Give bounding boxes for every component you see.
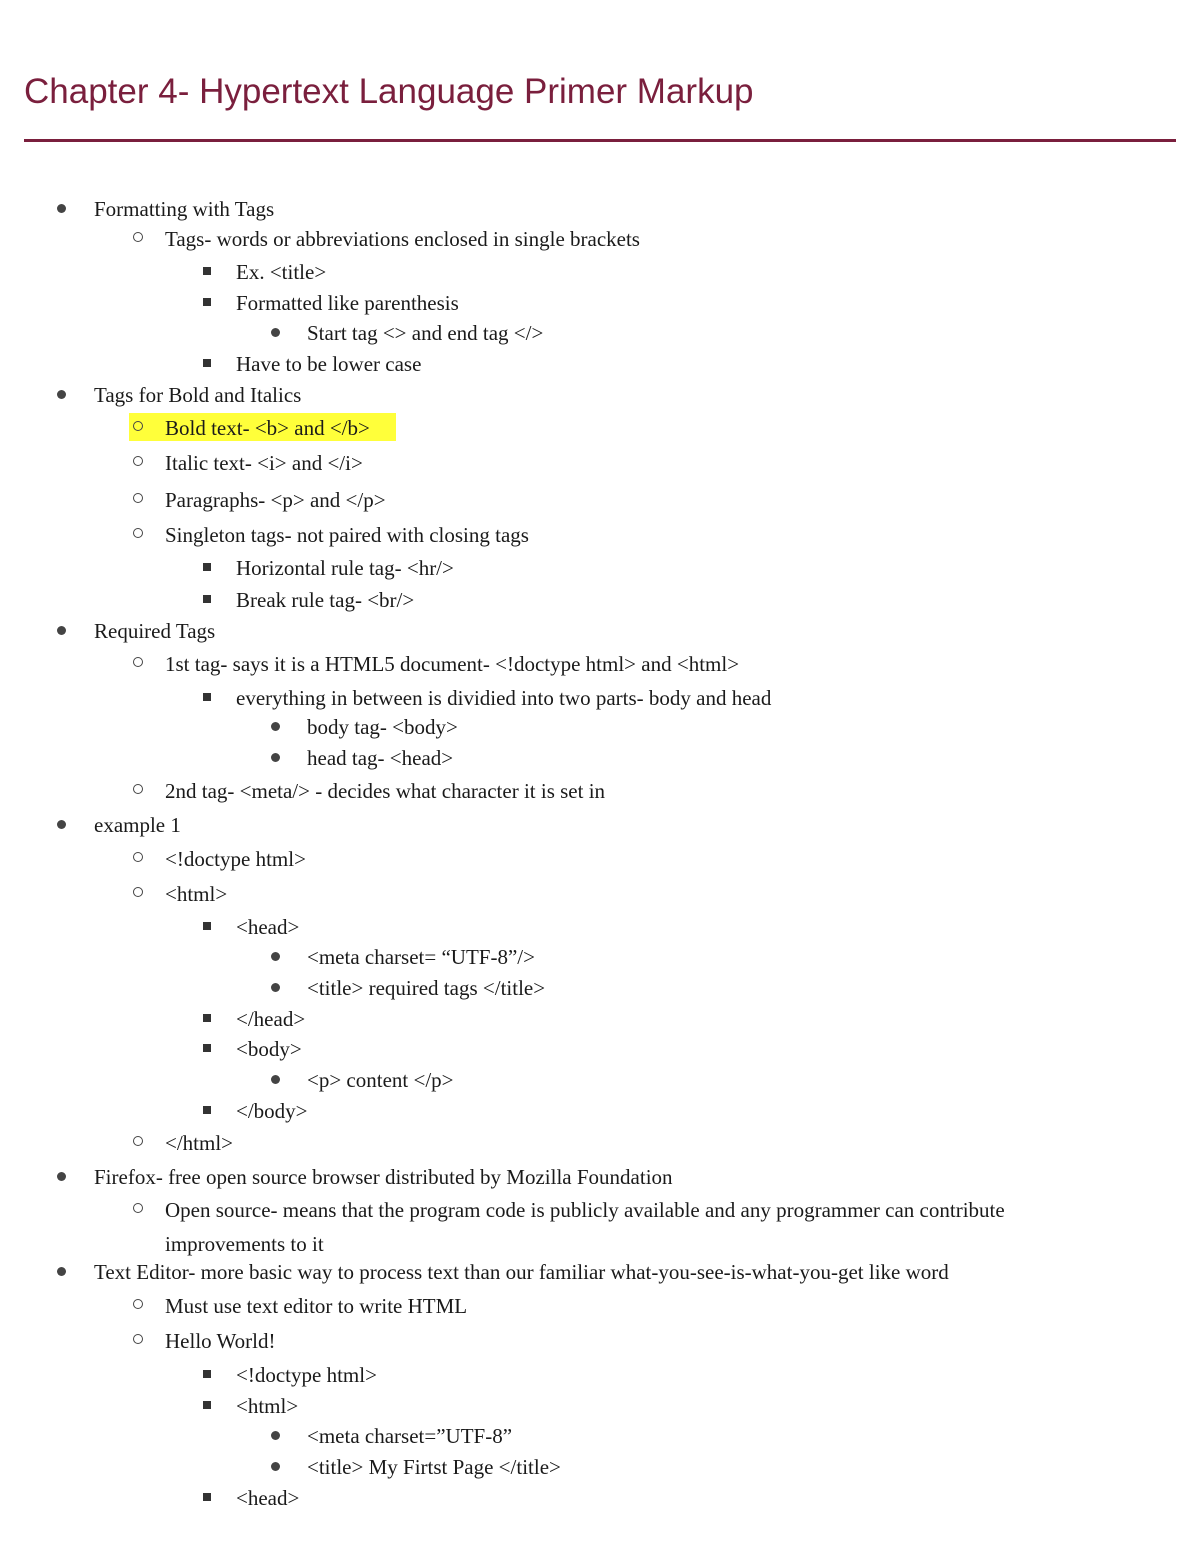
circle-bullet-icon xyxy=(133,1136,143,1146)
circle-bullet-icon xyxy=(133,1203,143,1213)
bullet-icon xyxy=(57,390,66,399)
square-bullet-icon xyxy=(203,1044,211,1052)
list-item-text: Tags for Bold and Italics xyxy=(94,383,302,407)
circle-bullet-icon xyxy=(133,1334,143,1344)
list-item-text: body tag- <body> xyxy=(307,715,458,739)
list-item-text: <title> My Firtst Page </title> xyxy=(307,1455,561,1479)
circle-bullet-icon xyxy=(133,657,143,667)
circle-bullet-icon xyxy=(133,887,143,897)
list-item xyxy=(307,1454,561,1480)
bullet-icon xyxy=(57,204,66,213)
list-item xyxy=(307,1423,512,1449)
title-divider xyxy=(24,139,1176,142)
list-item xyxy=(236,351,421,377)
list-item xyxy=(165,651,739,677)
list-item xyxy=(165,846,306,872)
list-item-text: <!doctype html> xyxy=(165,847,306,871)
list-item xyxy=(165,1197,1005,1223)
square-bullet-icon xyxy=(203,1014,211,1022)
list-item xyxy=(165,450,363,476)
list-item-text: Start tag <> and end tag </> xyxy=(307,321,544,345)
bullet-icon xyxy=(271,1462,280,1471)
square-bullet-icon xyxy=(203,595,211,603)
list-item xyxy=(236,259,326,285)
list-item xyxy=(307,320,543,346)
bullet-icon xyxy=(57,626,66,635)
circle-bullet-icon xyxy=(133,528,143,538)
list-item-text: Open source- means that the program code is publicly available and any programmer can contribute xyxy=(165,1198,1005,1222)
list-item xyxy=(165,226,640,252)
list-item xyxy=(94,618,215,644)
list-item-text: <html> xyxy=(236,1394,299,1418)
list-item xyxy=(236,290,459,316)
list-item xyxy=(236,685,771,711)
list-item-text: <!doctype html> xyxy=(236,1363,377,1387)
list-item-text: Formatting with Tags xyxy=(94,197,275,221)
list-item-text: <head> xyxy=(236,1486,300,1510)
list-item-continuation xyxy=(165,1231,324,1257)
list-item xyxy=(236,1098,308,1124)
circle-bullet-icon xyxy=(133,784,143,794)
list-item-text: <head> xyxy=(236,915,300,939)
list-item-text: </body> xyxy=(236,1099,308,1123)
bullet-icon xyxy=(271,722,280,731)
bullet-icon xyxy=(271,328,280,337)
list-item xyxy=(236,1036,302,1062)
list-item xyxy=(165,415,370,441)
circle-bullet-icon xyxy=(133,1299,143,1309)
list-item xyxy=(307,975,545,1001)
bullet-icon xyxy=(57,820,66,829)
list-item xyxy=(94,1164,673,1190)
list-item xyxy=(165,881,227,907)
list-item xyxy=(236,1006,305,1032)
list-item xyxy=(236,1362,377,1388)
square-bullet-icon xyxy=(203,359,211,367)
square-bullet-icon xyxy=(203,298,211,306)
list-item-text: Ex. <title> xyxy=(236,260,327,284)
list-item-text: Break rule tag- <br/> xyxy=(236,588,415,612)
list-item-text: 2nd tag- <meta/> - decides what character it is set in xyxy=(165,779,606,803)
list-item-text: everything in between is dividied into two parts- body and head xyxy=(236,686,772,710)
list-item xyxy=(94,196,274,222)
bullet-icon xyxy=(271,983,280,992)
list-item-text: Singleton tags- not paired with closing tags xyxy=(165,523,529,547)
square-bullet-icon xyxy=(203,1401,211,1409)
list-item xyxy=(307,714,458,740)
square-bullet-icon xyxy=(203,922,211,930)
list-item-text: Must use text editor to write HTML xyxy=(165,1294,468,1318)
circle-bullet-icon xyxy=(133,852,143,862)
list-item xyxy=(236,1393,298,1419)
list-item-text: example 1 xyxy=(94,813,181,837)
list-item-text: Text Editor- more basic way to process text than our familiar what-you-see-is-what-you-get like word xyxy=(94,1260,949,1284)
list-item-text: Tags- words or abbreviations enclosed in single brackets xyxy=(165,227,640,251)
bullet-icon xyxy=(271,1075,280,1084)
page-title: Chapter 4- Hypertext Language Primer Markup xyxy=(24,72,754,111)
list-item-text: head tag- <head> xyxy=(307,746,454,770)
list-item xyxy=(94,812,181,838)
bullet-icon xyxy=(271,1431,280,1440)
list-item-text: </head> xyxy=(236,1007,306,1031)
list-item-text: 1st tag- says it is a HTML5 document- <!doctype html> and <html> xyxy=(165,652,740,676)
bullet-icon xyxy=(271,753,280,762)
bullet-icon xyxy=(57,1267,66,1276)
list-item xyxy=(236,914,299,940)
list-item xyxy=(94,1259,949,1285)
list-item-text: Horizontal rule tag- <hr/> xyxy=(236,556,454,580)
square-bullet-icon xyxy=(203,1493,211,1501)
list-item-text: improvements to it xyxy=(165,1232,324,1256)
list-item-text: Have to be lower case xyxy=(236,352,422,376)
list-item xyxy=(307,1067,454,1093)
list-item-text: <html> xyxy=(165,882,228,906)
list-item xyxy=(165,778,605,804)
list-item-text: Hello World! xyxy=(165,1329,276,1353)
list-item-text: Formatted like parenthesis xyxy=(236,291,459,315)
square-bullet-icon xyxy=(203,267,211,275)
list-item xyxy=(236,1485,299,1511)
bullet-icon xyxy=(57,1172,66,1181)
list-item-text: Paragraphs- <p> and </p> xyxy=(165,488,386,512)
list-item-text: <p> content </p> xyxy=(307,1068,454,1092)
list-item xyxy=(165,1130,233,1156)
circle-bullet-icon xyxy=(133,421,143,431)
list-item xyxy=(165,1293,467,1319)
list-item xyxy=(307,944,535,970)
square-bullet-icon xyxy=(203,1370,211,1378)
list-item xyxy=(165,522,529,548)
list-item xyxy=(236,587,414,613)
square-bullet-icon xyxy=(203,693,211,701)
list-item xyxy=(307,745,453,771)
list-item-text: <body> xyxy=(236,1037,302,1061)
list-item-text: Required Tags xyxy=(94,619,216,643)
list-item xyxy=(165,487,386,513)
list-item-text: Bold text- <b> and </b> xyxy=(165,416,370,440)
circle-bullet-icon xyxy=(133,493,143,503)
list-item xyxy=(94,382,301,408)
square-bullet-icon xyxy=(203,1106,211,1114)
list-item-text: </html> xyxy=(165,1131,234,1155)
circle-bullet-icon xyxy=(133,456,143,466)
list-item-text: <title> required tags </title> xyxy=(307,976,546,1000)
bullet-icon xyxy=(271,952,280,961)
list-item-text: <meta charset= “UTF-8”/> xyxy=(307,945,535,969)
square-bullet-icon xyxy=(203,563,211,571)
list-item xyxy=(236,555,454,581)
list-item-text: Firefox- free open source browser distributed by Mozilla Foundation xyxy=(94,1165,673,1189)
circle-bullet-icon xyxy=(133,232,143,242)
list-item xyxy=(165,1328,276,1354)
list-item-text: Italic text- <i> and </i> xyxy=(165,451,363,475)
list-item-text: <meta charset=”UTF-8” xyxy=(307,1424,513,1448)
